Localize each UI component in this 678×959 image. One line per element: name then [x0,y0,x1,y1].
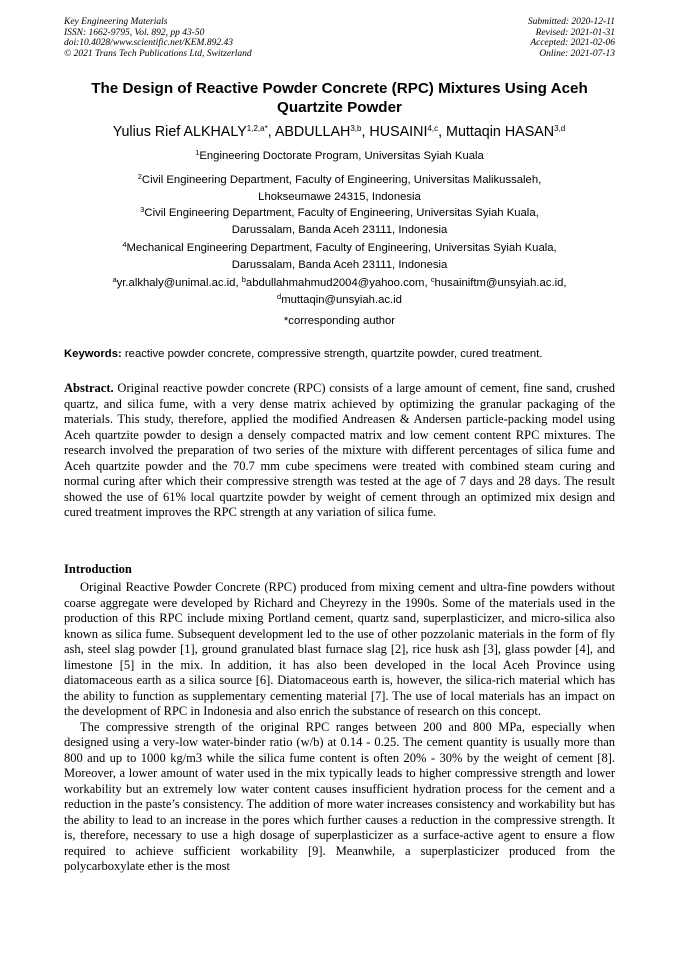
author-separator: , [267,124,275,140]
submitted-date: Submitted: 2020-12-11 [527,17,615,27]
email-sup: a [112,275,117,284]
email-list [64,275,615,308]
affiliation-1 [64,148,615,165]
author-affil-sup: 4,c [427,124,439,133]
email-sup: b [241,275,246,284]
affiliation-3 [64,205,615,238]
affiliation-sup: 2 [137,172,142,181]
affiliation-text-line2: Lhokseumawe 24315, Indonesia [258,190,421,203]
affiliation-2 [64,172,615,205]
author-affil-sup: 3,d [554,124,566,133]
affiliation-text: Civil Engineering Department, Faculty of Engineering, Universitas Syiah Kuala, [144,207,539,219]
affiliation-text: Engineering Doctorate Program, Universitas Syiah Kuala [199,150,484,162]
abstract-text: Original reactive powder concrete (RPC) consists of a large amount of cement, fine sand, crushed quartz, and silica fume, with a very dense matrix achieved by optimizing the granular packaging of the materials. This study, therefore, applied the modified Andreasen & Andersen particle-packing model using Aceh quartzite powder to design a densely compacted matrix and low cement content RPC mixtures. The research involved the preparation of two series of the mixture with different percentages of silica fume and Aceh quartzite powder and the 70.7 mm cube specimens were treated with combined steam curing and normal curing after which their compressive strength was tested at the age of 7 days and 28 days. The result showed the use of 61% local quartzite powder by weight of cement through an optimized mix design and cured treatment improves the RPC strength at any variation of silica fume. [64,381,615,519]
author-name: Muttaqin HASAN [446,124,555,140]
introduction-heading: Introduction [64,562,132,576]
affiliation-sup: 4 [122,240,127,249]
keywords-label: Keywords: [64,348,122,360]
keywords [64,346,615,362]
email-sup: c [430,275,435,284]
affiliation-4 [64,240,615,273]
author-name: HUSAINI [369,124,428,140]
author-name: Yulius Rief ALKHALY [112,124,247,140]
introduction-paragraph-1: Original Reactive Powder Concrete (RPC) produced from mixing cement and ultra-fine powders without coarse aggregate were developed by Richard and Cheyrezy in the 1990s. Some of the materials used in the production of this RPC include mixing Portland cement, quartz sand, superplasticizer, and micro-silica also known as silica fume. Subsequent development led to the use of other pozzolanic materials in the form of fly ash, steel slag powder [1], ground granulated blast furnace slag [2], rice husk ash [3], glass powder [4], and limestone [5] in the mix. In addition, it has also been developed in the local Aceh Province using diatomaceous earth as a silica source [6]. Diatomaceous earth is, however, the silica-rich material which has the ability to function as supplementary cementing material [7]. The use of local materials has an impact on the development of RPC in Indonesia and also enrich the substance of research on this concept. [64,580,615,718]
affiliation-text: Civil Engineering Department, Faculty of Engineering, Universitas Malikussaleh, [141,174,542,186]
introduction-paragraph-2: The compressive strength of the original RPC ranges between 200 and 800 MPa, especially when designed using a very-low water-binder ratio (w/b) at 0.14 - 0.25. The cement quantity is usually more than 800 and up to 1000 kg/m3 while the silica fume content is often 20% - 30% by the weight of cement [8]. Moreover, a lower amount of water used in the mix typically leads to higher compressive strength and lower workability but an extremely low water content causes insufficient hydration process for the cement and a reduction in the paste’s consistency. The addition of more water increases consistency and workability but has the ability to lead to an increase in the pores which further causes a reduction in the compressive strength. It is, therefore, necessary to use a high dosage of superplasticizer as a surface-active agent to ensure a flow required to achieve sufficient workability [9]. Meanwhile, a superplasticizer produced from the polycarboxylate ether is the most [64,719,615,873]
author-affil-sup: 1,2,a* [246,124,268,133]
affiliation-sup: 3 [140,205,145,214]
email-a[interactable]: yr.alkhaly@unimal.ac.id, [116,277,242,289]
abstract-label: Abstract. [64,381,114,395]
abstract [64,381,615,521]
revised-date: Revised: 2021-01-31 [535,27,615,38]
author-separator: , [361,124,370,140]
doi-line: doi:10.4028/www.scientific.net/KEM.892.43 [64,38,233,49]
author-name: ABDULLAH [274,124,351,140]
email-b[interactable]: abdullahmahmud2004@yahoo.com, [245,277,431,289]
email-c[interactable]: husainiftm@unsyiah.ac.id, [434,277,567,289]
copyright-line: © 2021 Trans Tech Publications Ltd, Switzerland [64,48,252,59]
affiliation-text: Mechanical Engineering Department, Faculty of Engineering, Universitas Syiah Kuala, [126,242,557,254]
keywords-text: reactive powder concrete, compressive strength, quartzite powder, cured treatment. [121,348,543,360]
author-separator: , [438,124,447,140]
email-d[interactable]: muttaqin@unsyiah.ac.id [281,293,402,306]
affiliation-sup: 1 [195,148,200,157]
online-date: Online: 2021-07-13 [539,48,615,59]
corresponding-author-note: *corresponding author [283,315,396,327]
author-affil-sup: 3,b [350,124,362,133]
dates-info [528,17,615,59]
accepted-date: Accepted: 2021-02-06 [530,38,615,49]
author-list [40,123,638,141]
affiliation-text-line2: Darussalam, Banda Aceh 23111, Indonesia [231,223,448,236]
affiliation-text-line2: Darussalam, Banda Aceh 23111, Indonesia [231,258,448,271]
introduction-body [64,580,615,875]
journal-name: Key Engineering Materials [64,17,168,27]
journal-info [64,17,252,59]
email-sup: d [277,291,282,301]
issn-line: ISSN: 1662-9795, Vol. 892, pp 43-50 [64,27,205,38]
paper-title: The Design of Reactive Powder Concrete (RPC) Mixtures Using Aceh Quartzite Powder [91,80,588,116]
